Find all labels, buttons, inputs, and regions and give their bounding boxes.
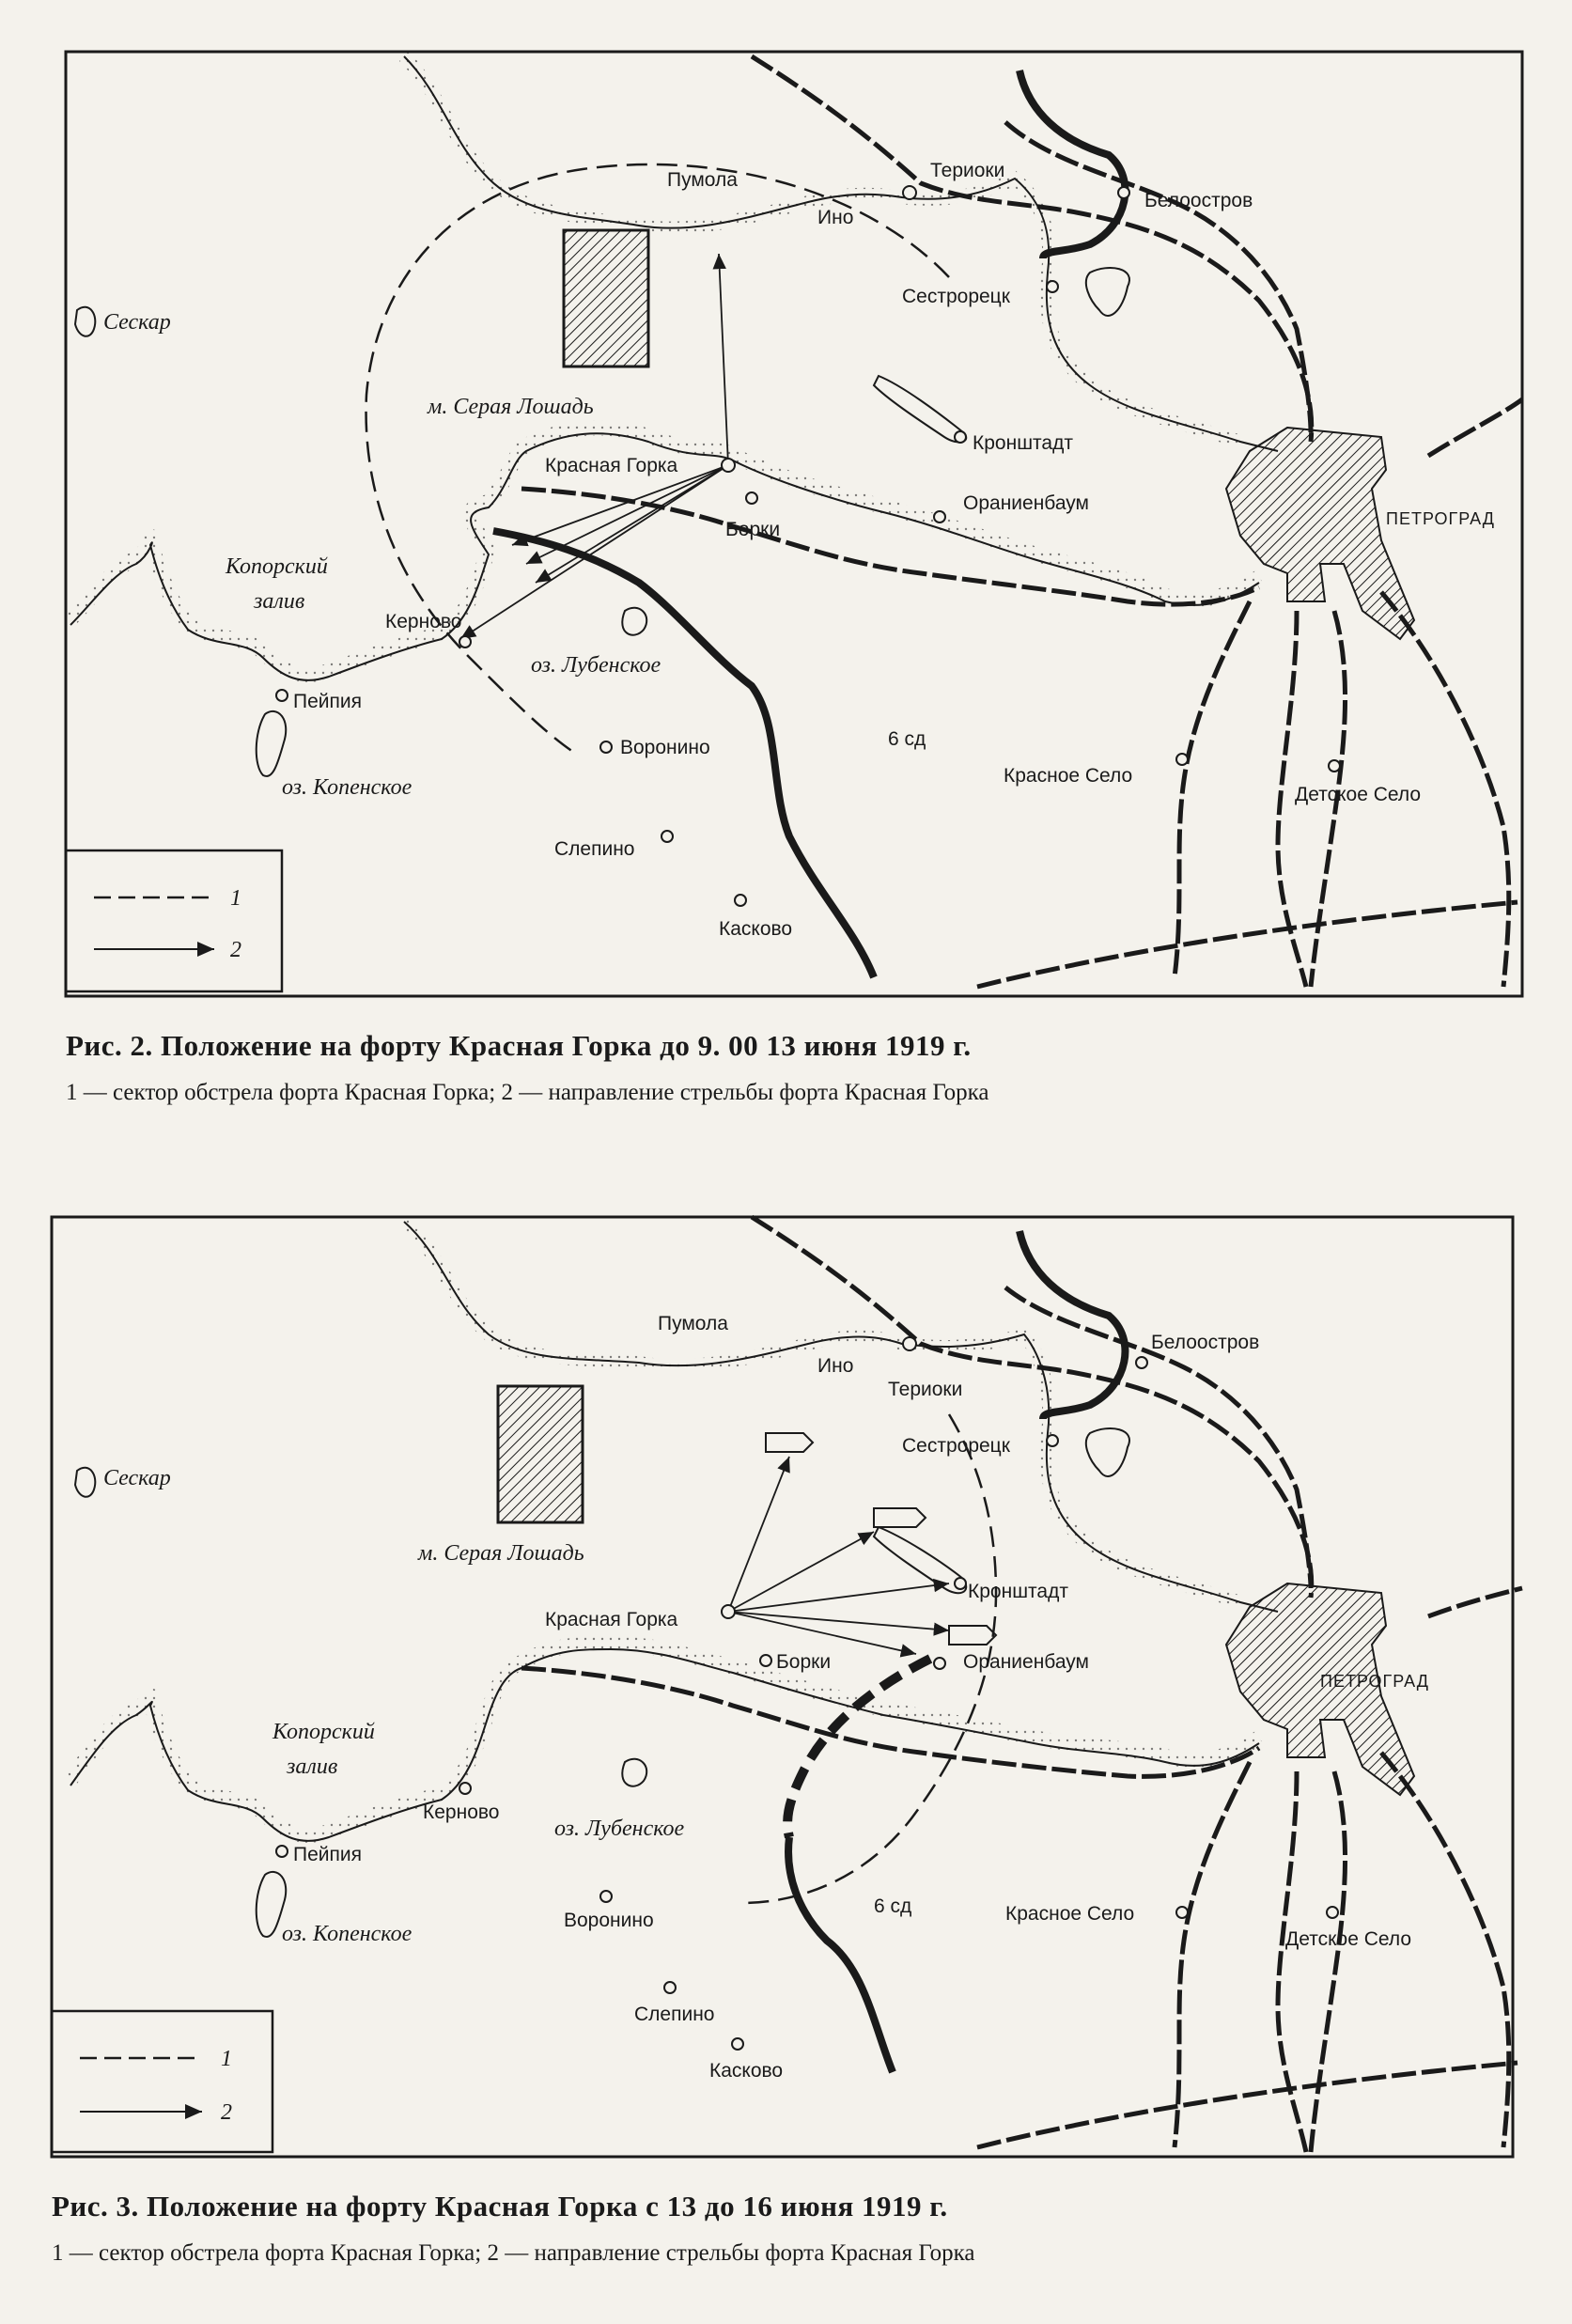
kronshtadt-label: Кронштадт xyxy=(968,1581,1068,1602)
detskoe-selo-label: Детское Село xyxy=(1285,1928,1412,1950)
figure-2-title: Рис. 2. Положение на форту Красная Горка до 9. 00 13 июня 1919 г. xyxy=(66,1029,972,1062)
figure-3-title: Рис. 3. Положение на форту Красная Горка с 13 до 16 июня 1919 г. xyxy=(52,2190,948,2223)
kopenskoe-lake xyxy=(257,711,287,776)
ino-marker xyxy=(903,1337,916,1350)
voronino-marker xyxy=(600,1891,612,1902)
peipiya-marker xyxy=(276,690,288,701)
minefield-area xyxy=(498,1386,583,1522)
firing-directions xyxy=(728,1457,949,1654)
legend-item-2: 2 xyxy=(230,938,241,962)
kronshtadt-marker xyxy=(955,1578,966,1589)
legend-item-1: 1 xyxy=(221,2047,232,2071)
terioki-label: Териоки xyxy=(888,1379,963,1400)
kaskovo-marker xyxy=(732,2038,743,2050)
kopenskoe-label: оз. Копенское xyxy=(282,775,412,800)
kaskovo-label: Касково xyxy=(709,2060,784,2082)
voronino-label: Воронино xyxy=(564,1910,654,1931)
koporsky-label-1: Копорский xyxy=(272,1720,375,1744)
figure-2-caption xyxy=(66,1029,988,1106)
seskar-island xyxy=(75,307,95,336)
lubenskoe-lake xyxy=(622,1759,646,1786)
seraya-loshad-label: м. Серая Лошадь xyxy=(428,395,594,419)
borki-label: Борки xyxy=(776,1651,832,1673)
krasnaya-gorka-marker xyxy=(722,459,735,472)
ship-3 xyxy=(949,1626,996,1645)
kotlin-island xyxy=(874,1527,966,1593)
figure-2-legend-text: 1 — сектор обстрела форта Красная Горка; 2 — направление стрельбы форта Красная Горка xyxy=(66,1080,989,1105)
figure-3-map xyxy=(52,1217,1522,2157)
krasnaya-gorka-label: Красная Горка xyxy=(545,1609,678,1630)
beloostrov-marker xyxy=(1118,187,1129,198)
pumola-label: Пумола xyxy=(658,1313,728,1334)
seskar-label: Сескар xyxy=(103,310,171,335)
kaskovo-label: Касково xyxy=(719,918,793,940)
sestroretsk-lake xyxy=(1086,268,1129,316)
legend-item-1: 1 xyxy=(230,886,241,911)
sestroretsk-lake xyxy=(1086,1428,1129,1476)
kernovo-label: Керново xyxy=(385,611,462,632)
kaskovo-marker xyxy=(735,895,746,906)
beloostrov-marker xyxy=(1136,1357,1147,1368)
petrograd-label: ПЕТРОГРАД xyxy=(1320,1672,1429,1691)
front-line-south xyxy=(788,1837,893,2072)
petrograd-city xyxy=(1226,428,1414,639)
detskoe-selo-label: Детское Село xyxy=(1295,784,1422,805)
slepino-marker xyxy=(664,1982,676,1993)
oranienbaum-marker xyxy=(934,1658,945,1669)
krasnaya-gorka-marker xyxy=(722,1605,735,1618)
borki-label: Борки xyxy=(725,519,781,540)
pumola-label: Пумола xyxy=(667,169,738,191)
krasnoe-selo-marker xyxy=(1176,1907,1188,1918)
kronshtadt-marker xyxy=(955,431,966,443)
legend xyxy=(52,2011,272,2152)
peipiya-marker xyxy=(276,1846,288,1857)
oranienbaum-marker xyxy=(934,511,945,523)
seraya-loshad-label: м. Серая Лошадь xyxy=(418,1541,584,1566)
kernovo-label: Керново xyxy=(423,1801,500,1823)
ship-1 xyxy=(766,1433,813,1452)
detskoe-selo-marker xyxy=(1329,760,1340,772)
oranienbaum-label: Ораниенбаум xyxy=(963,492,1089,514)
krasnoe-selo-label: Красное Село xyxy=(1004,765,1133,787)
koporsky-label-2: залив xyxy=(287,1755,338,1779)
kopenskoe-label: оз. Копенское xyxy=(282,1922,412,1946)
sestroretsk-marker xyxy=(1047,281,1058,292)
figure-3-caption xyxy=(52,2190,974,2267)
ino-label: Ино xyxy=(817,1355,854,1377)
slepino-label: Слепино xyxy=(554,838,635,860)
ino-label: Ино xyxy=(817,207,854,228)
petrograd-label: ПЕТРОГРАД xyxy=(1386,509,1495,528)
figure-2-map xyxy=(66,52,1522,996)
slepino-marker xyxy=(661,831,673,842)
slepino-label: Слепино xyxy=(634,2004,715,2025)
oranienbaum-label: Ораниенбаум xyxy=(963,1651,1089,1673)
ships xyxy=(766,1433,996,1645)
ship-2 xyxy=(874,1508,926,1527)
lubenskoe-label: оз. Лубенское xyxy=(531,653,661,678)
lubenskoe-lake xyxy=(622,608,646,635)
detskoe-selo-marker xyxy=(1327,1907,1338,1918)
borki-marker xyxy=(746,492,757,504)
voronino-marker xyxy=(600,741,612,753)
kernovo-marker xyxy=(459,1783,471,1794)
seskar-island xyxy=(75,1468,95,1497)
beloostrov-label: Белоостров xyxy=(1144,190,1253,211)
voronino-label: Воронино xyxy=(620,737,710,758)
koporsky-label-2: залив xyxy=(254,589,305,614)
sestroretsk-label: Сестрорецк xyxy=(902,1435,1010,1457)
terioki-marker xyxy=(903,186,916,199)
borki-marker xyxy=(760,1655,771,1666)
peipiya-label: Пейпия xyxy=(293,1844,362,1865)
kernovo-marker xyxy=(459,636,471,647)
peipiya-label: Пейпия xyxy=(293,691,362,712)
kotlin-island xyxy=(874,376,966,442)
krasnaya-gorka-label: Красная Горка xyxy=(545,455,678,476)
sestroretsk-label: Сестрорецк xyxy=(902,286,1010,307)
seskar-label: Сескар xyxy=(103,1466,171,1490)
koporsky-label-1: Копорский xyxy=(226,554,328,579)
kronshtadt-label: Кронштадт xyxy=(973,432,1073,454)
sestroretsk-marker xyxy=(1047,1435,1058,1446)
lubenskoe-label: оз. Лубенское xyxy=(554,1817,685,1841)
division-label: 6 сд xyxy=(888,728,926,750)
legend xyxy=(66,850,282,991)
minefield-area xyxy=(564,230,648,367)
division-label: 6 сд xyxy=(874,1895,912,1917)
krasnoe-selo-label: Красное Село xyxy=(1005,1903,1135,1925)
krasnoe-selo-marker xyxy=(1176,754,1188,765)
legend-item-2: 2 xyxy=(221,2100,232,2125)
terioki-label: Териоки xyxy=(930,160,1005,181)
figure-3-legend-text: 1 — сектор обстрела форта Красная Горка; 2 — направление стрельбы форта Красная Горка xyxy=(52,2240,975,2266)
beloostrov-label: Белоостров xyxy=(1151,1332,1260,1353)
